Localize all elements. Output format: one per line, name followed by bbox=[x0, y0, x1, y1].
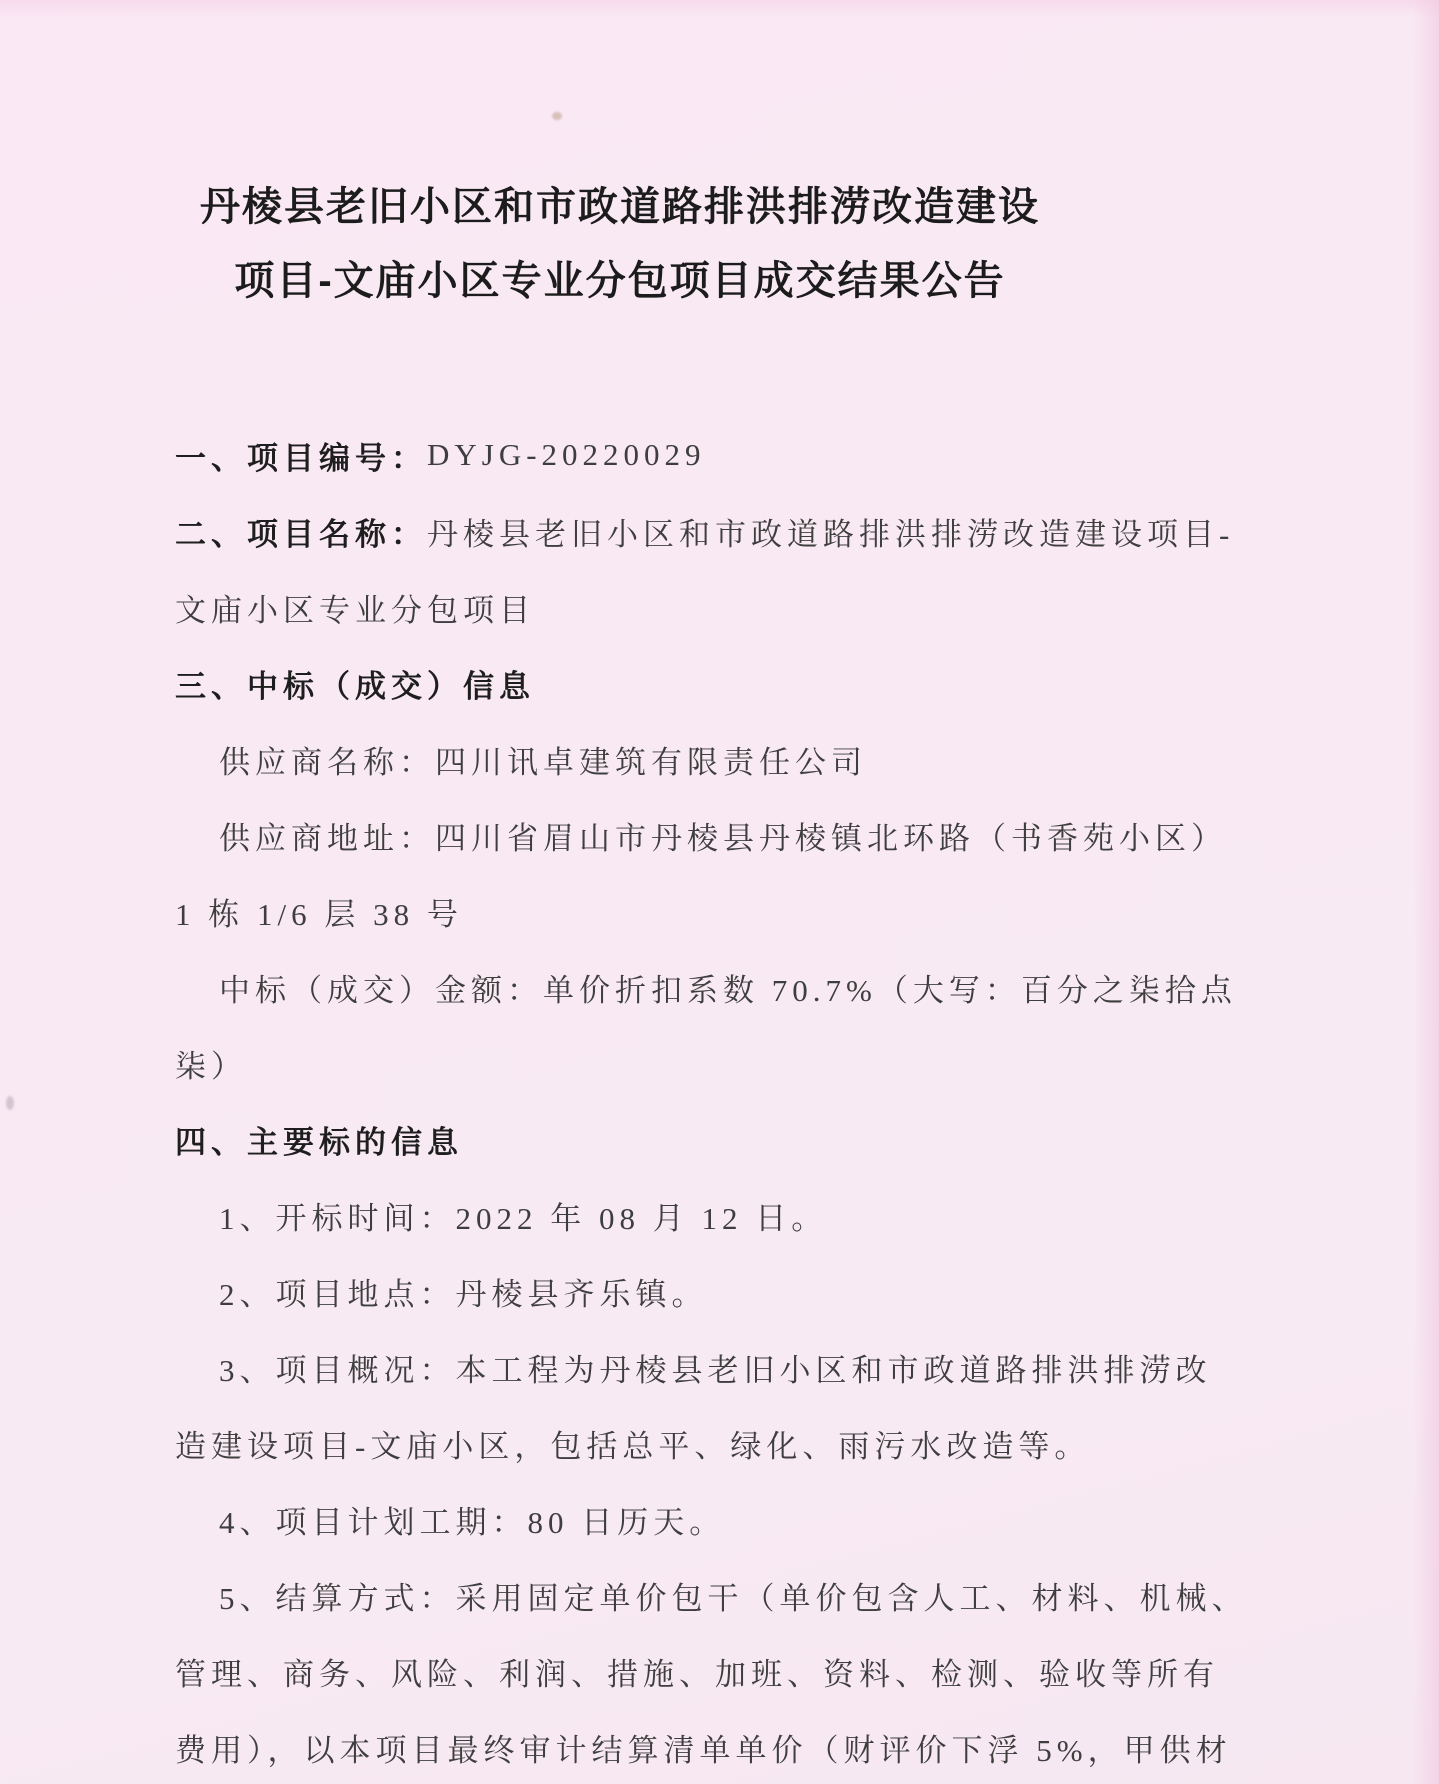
document-body bbox=[175, 417, 1315, 1784]
field-supplier-address-line2 bbox=[175, 873, 1315, 949]
field-project-name-line1 bbox=[175, 493, 1315, 569]
scan-edge-shading-top bbox=[0, 0, 1439, 18]
scan-speck bbox=[552, 112, 562, 120]
field-settlement-line3 bbox=[175, 1709, 1315, 1784]
field-settlement-line2 bbox=[175, 1633, 1315, 1709]
award-amount-line2-text: 柒） bbox=[175, 1048, 247, 1084]
field-settlement-line1 bbox=[175, 1557, 1315, 1633]
award-amount-line1-text: 中标（成交）金额：单价折扣系数 70.7%（大写：百分之柒拾点 bbox=[219, 972, 1237, 1008]
document-title bbox=[175, 170, 1065, 318]
field-project-location bbox=[175, 1253, 1315, 1329]
field-open-time bbox=[175, 1177, 1315, 1253]
project-overview-line2-text: 造建设项目-文庙小区，包括总平、绿化、雨污水改造等。 bbox=[175, 1428, 1091, 1464]
project-name-value-line1: 丹棱县老旧小区和市政道路排洪排涝改造建设项目- bbox=[427, 516, 1235, 552]
supplier-address-line1-text: 供应商地址：四川省眉山市丹棱县丹棱镇北环路（书香苑小区） bbox=[219, 820, 1227, 856]
settlement-line3-text: 费用），以本项目最终审计结算清单单价（财评价下浮 5%，甲供材 bbox=[175, 1732, 1232, 1768]
project-name-value-line2: 文庙小区专业分包项目 bbox=[175, 592, 535, 628]
supplier-address-line2-text: 1 栋 1/6 层 38 号 bbox=[175, 896, 463, 932]
field-project-number bbox=[175, 417, 1315, 493]
field-award-amount-line1 bbox=[175, 949, 1315, 1025]
open-time-text: 1、开标时间：2022 年 08 月 12 日。 bbox=[219, 1200, 828, 1236]
project-duration-text: 4、项目计划工期：80 日历天。 bbox=[219, 1504, 726, 1540]
project-number-label: 一、项目编号： bbox=[175, 440, 427, 476]
field-project-overview-line2 bbox=[175, 1405, 1315, 1481]
settlement-line1-text: 5、结算方式：采用固定单价包干（单价包含人工、材料、机械、 bbox=[219, 1580, 1248, 1616]
document-title-line1: 丹棱县老旧小区和市政道路排洪排涝改造建设 bbox=[200, 185, 1040, 229]
settlement-line2-text: 管理、商务、风险、利润、措施、加班、资料、检测、验收等所有 bbox=[175, 1656, 1219, 1692]
project-location-text: 2、项目地点：丹棱县齐乐镇。 bbox=[219, 1276, 708, 1312]
section-heading-award-info: 三、中标（成交）信息 bbox=[175, 668, 535, 704]
section-heading-main-subject: 四、主要标的信息 bbox=[175, 1124, 463, 1160]
supplier-name-text: 供应商名称：四川讯卓建筑有限责任公司 bbox=[219, 744, 867, 780]
project-name-label: 二、项目名称： bbox=[175, 516, 427, 552]
scan-edge-shading-right bbox=[1413, 0, 1439, 1784]
field-project-duration bbox=[175, 1481, 1315, 1557]
field-award-amount-line2 bbox=[175, 1025, 1315, 1101]
project-number-value: DYJG-20220029 bbox=[427, 437, 706, 472]
scan-speck bbox=[6, 1096, 14, 1110]
field-supplier-name bbox=[175, 721, 1315, 797]
project-overview-line1-text: 3、项目概况：本工程为丹棱县老旧小区和市政道路排洪排涝改 bbox=[219, 1352, 1212, 1388]
document-title-line2: 项目-文庙小区专业分包项目成交结果公告 bbox=[234, 259, 1006, 303]
field-project-name-line2 bbox=[175, 569, 1315, 645]
field-project-overview-line1 bbox=[175, 1329, 1315, 1405]
field-supplier-address-line1 bbox=[175, 797, 1315, 873]
